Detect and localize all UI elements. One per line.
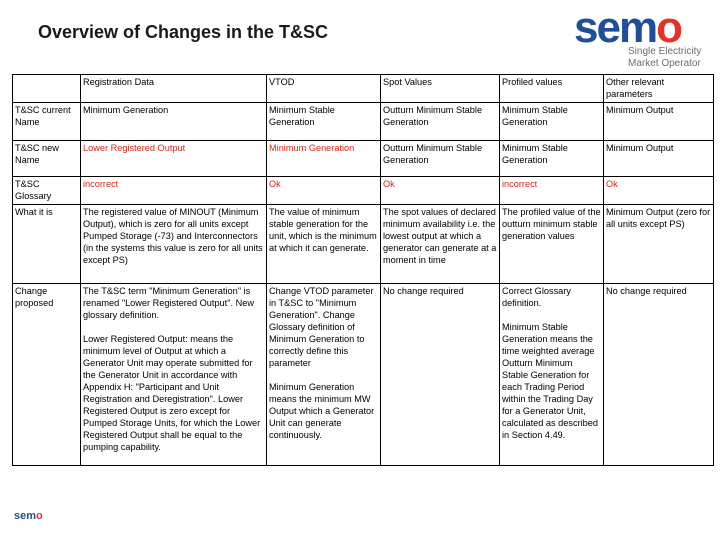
header-cell-registration-data: Registration Data bbox=[81, 75, 267, 103]
table-cell: Minimum Stable Generation bbox=[500, 141, 604, 177]
table-cell: The T&SC term "Minimum Generation" is renamed "Lower Registered Output". New glossary definition. Lower Registered Output: means the minimum level of Output at which a Generator Unit may operate submitted for the Generator Unit in accordance with Appendix H: "Participant and Unit Registration and Deregistration". Lower Registered Output is zero except for Pumped Storage Units, for which the Lower Registered Output shall be equal to the pumping capability. bbox=[81, 284, 267, 466]
footer-logo-part2: o bbox=[36, 510, 43, 522]
logo-tagline-line2: Market Operator bbox=[628, 58, 701, 69]
table-cell: The value of minimum stable generation for the unit, which is the minimum at which it can generate. bbox=[267, 205, 381, 284]
table-cell: Ok bbox=[267, 177, 381, 205]
table-cell: Minimum Output bbox=[604, 141, 714, 177]
header-cell-corner bbox=[13, 75, 81, 103]
table-cell: No change required bbox=[381, 284, 500, 466]
logo-word-part1: sem bbox=[574, 3, 657, 52]
row-label: T&SC current Name bbox=[13, 103, 81, 141]
table-cell: Minimum Generation bbox=[81, 103, 267, 141]
header-cell-vtod: VTOD bbox=[267, 75, 381, 103]
table-cell: The spot values of declared minimum availability i.e. the lowest output at which a generator can generate at a moment in time bbox=[381, 205, 500, 284]
header-cell-spot-values: Spot Values bbox=[381, 75, 500, 103]
row-label: T&SC Glossary bbox=[13, 177, 81, 205]
logo-tagline-line1: Single Electricity bbox=[628, 46, 702, 57]
table-cell: Minimum Generation bbox=[267, 141, 381, 177]
header-cell-other-parameters: Other relevant parameters bbox=[604, 75, 714, 103]
table-cell: Minimum Stable Generation bbox=[267, 103, 381, 141]
table-cell: No change required bbox=[604, 284, 714, 466]
table-cell: The profiled value of the outturn minimum stable generation values bbox=[500, 205, 604, 284]
header-cell-profiled-values: Profiled values bbox=[500, 75, 604, 103]
table-cell: Ok bbox=[604, 177, 714, 205]
table-cell: Outturn Minimum Stable Generation bbox=[381, 103, 500, 141]
table-row bbox=[13, 177, 714, 205]
logo-wordmark bbox=[574, 4, 681, 52]
table-cell: Lower Registered Output bbox=[81, 141, 267, 177]
row-label: What it is bbox=[13, 205, 81, 284]
table-row bbox=[13, 284, 714, 466]
footer-logo-part1: sem bbox=[14, 510, 37, 522]
semo-logo bbox=[572, 3, 714, 70]
table-row bbox=[13, 141, 714, 177]
logo-word-part2: o bbox=[656, 3, 681, 52]
table-cell: incorrect bbox=[81, 177, 267, 205]
changes-table bbox=[12, 74, 714, 466]
table-cell: Minimum Output (zero for all units except PS) bbox=[604, 205, 714, 284]
table-row bbox=[13, 103, 714, 141]
table-cell: The registered value of MINOUT (Minimum Output), which is zero for all units except Pumped Storage (-73) and Interconnectors (in the systems this value is zero for all units except PS) bbox=[81, 205, 267, 284]
row-label: T&SC new Name bbox=[13, 141, 81, 177]
table-cell: Minimum Stable Generation bbox=[500, 103, 604, 141]
footer-semo-logo bbox=[14, 506, 43, 524]
table-cell: Change VTOD parameter in T&SC to "Minimum Generation". Change Glossary definition of Minimum Generation to correctly define this parameter Minimum Generation means the minimum MW Output which a Generator Unit can generate continuously. bbox=[267, 284, 381, 466]
table-cell: Outturn Minimum Stable Generation bbox=[381, 141, 500, 177]
page-title: Overview of Changes in the T&SC bbox=[38, 22, 329, 42]
table-header-row bbox=[13, 75, 714, 103]
row-label: Change proposed bbox=[13, 284, 81, 466]
table-cell: Correct Glossary definition. Minimum Stable Generation means the time weighted average Outturn Minimum Stable Generation for each Trading Period within the Trading Day for a Generator Unit, calculated as described in Section 4.49. bbox=[500, 284, 604, 466]
table-cell: Ok bbox=[381, 177, 500, 205]
table-row bbox=[13, 205, 714, 284]
table-cell: incorrect bbox=[500, 177, 604, 205]
table-cell: Minimum Output bbox=[604, 103, 714, 141]
